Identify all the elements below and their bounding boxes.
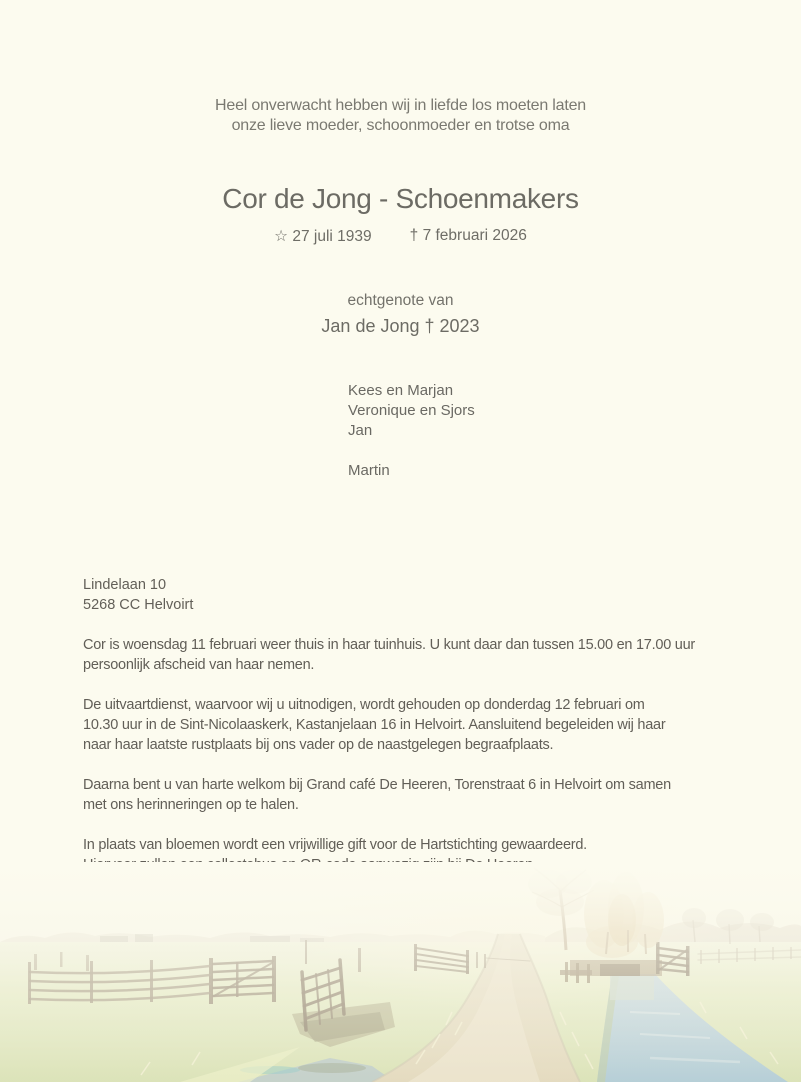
family-member: Veronique en Sjors (348, 402, 475, 419)
service-paragraph: De uitvaartdienst, waarvoor wij u uitnodigen, wordt gehouden op donderdag 12 februari om 10.30 uur in de Sint-Nicolaaskerk, Kastanjelaan 16 in Helvoirt. Aansluitend begeleiden wij haar naar haar laatste rustplaats bij ons vader op de naastgelegen begraafplaats. (83, 697, 666, 753)
family-member: Martin (348, 462, 390, 479)
fade-overlay (0, 862, 801, 1082)
intro-text (0, 96, 801, 136)
family-member: Jan (348, 422, 373, 439)
landscape-photo (0, 862, 801, 1082)
death-date: † 7 februari 2026 (409, 227, 527, 244)
spouse-intro-label: echtgenote van (347, 292, 454, 309)
announcement-body (83, 635, 695, 895)
address-street: Lindelaan 10 (83, 577, 167, 593)
family-member: Kees en Marjan (348, 382, 454, 399)
reception-paragraph: Daarna bent u van harte welkom bij Grand café De Heeren, Torenstraat 6 in Helvoirt om samen met ons herinneringen op te halen. (83, 777, 671, 813)
intro-line-1: Heel onverwacht hebben wij in liefde los moeten laten (215, 97, 586, 114)
visitation-paragraph: Cor is woensdag 11 februari weer thuis in haar tuinhuis. U kunt daar dan tussen 15.00 en 17.00 uur persoonlijk afscheid van haar nemen. (83, 637, 696, 673)
spouse-name: Jan de Jong † 2023 (321, 316, 480, 336)
home-address (83, 575, 193, 615)
family-names-list (348, 381, 475, 481)
intro-line-2: onze lieve moeder, schoonmoeder en trotse oma (231, 117, 570, 134)
life-dates (0, 227, 801, 246)
address-city: 5268 CC Helvoirt (83, 597, 194, 613)
donation-paragraph: In plaats van bloemen wordt een vrijwillige gift voor de Hartstichting gewaardeerd. (83, 837, 587, 853)
birth-date: ☆ 27 juli 1939 (274, 228, 372, 245)
deceased-name: Cor de Jong - Schoenmakers (222, 183, 579, 214)
